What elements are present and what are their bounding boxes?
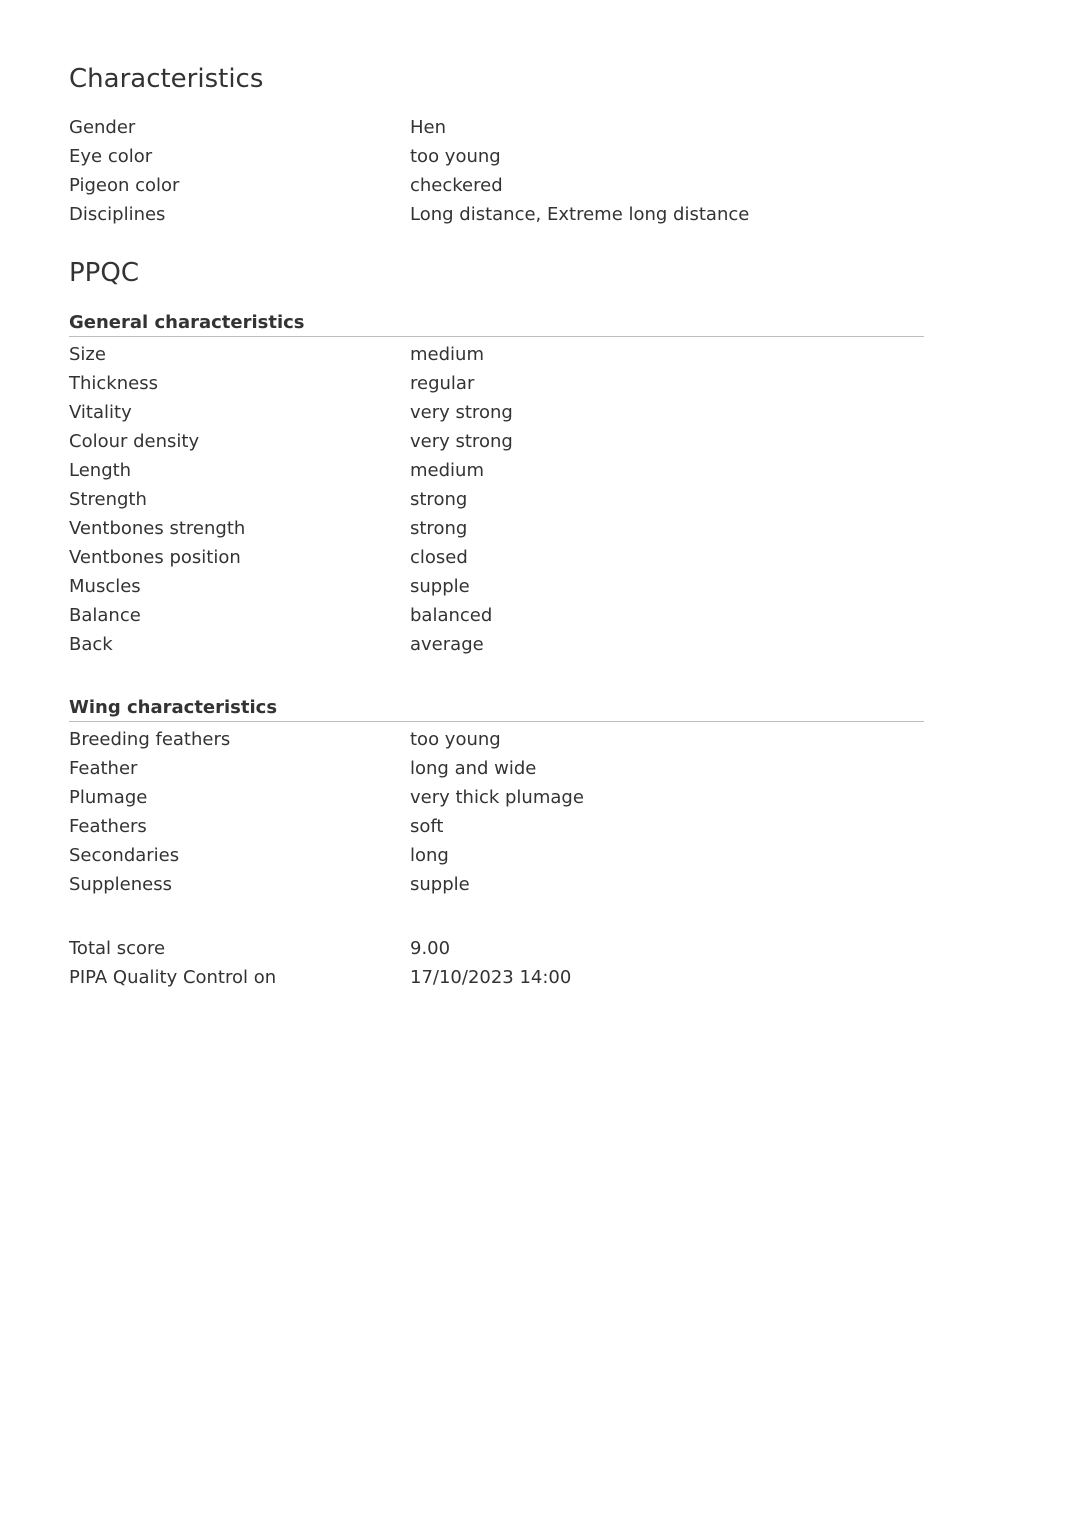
table-row <box>69 514 924 543</box>
table-row <box>69 456 924 485</box>
row-value: long and wide <box>410 758 537 779</box>
table-row <box>69 340 924 369</box>
row-label: Balance <box>69 605 141 626</box>
row-value: strong <box>410 489 468 510</box>
row-label: Breeding feathers <box>69 729 231 750</box>
row-value: too young <box>410 146 501 167</box>
row-label: PIPA Quality Control on <box>69 967 277 988</box>
table-row <box>69 485 924 514</box>
row-value: Long distance, Extreme long distance <box>410 204 750 225</box>
row-value: Hen <box>410 117 447 138</box>
row-label: Suppleness <box>69 874 172 895</box>
table-row <box>69 427 924 456</box>
table-row <box>69 754 924 783</box>
row-value: balanced <box>410 605 493 626</box>
characteristics-row-pigeon-color <box>69 171 924 200</box>
row-value: checkered <box>410 175 503 196</box>
table-row <box>69 783 924 812</box>
row-value: average <box>410 634 484 655</box>
general-characteristics-table <box>69 340 924 659</box>
row-label: Plumage <box>69 787 148 808</box>
table-row <box>69 725 924 754</box>
row-value: too young <box>410 729 501 750</box>
total-score-value: 9.00 <box>410 938 451 959</box>
row-label: Length <box>69 460 132 481</box>
row-label: Secondaries <box>69 845 180 866</box>
row-label: Vitality <box>69 402 132 423</box>
characteristics-row-eye-color <box>69 142 924 171</box>
row-label: Thickness <box>69 373 158 394</box>
row-label: Ventbones strength <box>69 518 246 539</box>
quality-control-date-row <box>69 963 924 992</box>
row-value: soft <box>410 816 444 837</box>
wing-characteristics-table <box>69 725 924 899</box>
quality-control-date-value: 17/10/2023 14:00 <box>410 967 572 988</box>
row-value: very thick plumage <box>410 787 584 808</box>
row-label: Ventbones position <box>69 547 241 568</box>
general-characteristics-heading: General characteristics <box>69 312 924 337</box>
table-row <box>69 572 924 601</box>
table-row <box>69 870 924 899</box>
total-score-row <box>69 934 924 963</box>
row-label: Gender <box>69 117 136 138</box>
row-value: medium <box>410 344 484 365</box>
row-label: Pigeon color <box>69 175 180 196</box>
row-label: Strength <box>69 489 147 510</box>
characteristics-row-disciplines <box>69 200 924 229</box>
row-label: Feather <box>69 758 138 779</box>
table-row <box>69 369 924 398</box>
row-value: supple <box>410 576 470 597</box>
row-label: Size <box>69 344 106 365</box>
table-row <box>69 601 924 630</box>
row-label: Muscles <box>69 576 141 597</box>
row-label: Total score <box>69 938 166 959</box>
table-row <box>69 812 924 841</box>
characteristics-table <box>69 113 924 229</box>
table-row <box>69 543 924 572</box>
table-row <box>69 841 924 870</box>
table-row <box>69 398 924 427</box>
row-value: supple <box>410 874 470 895</box>
row-label: Disciplines <box>69 204 166 225</box>
row-value: very strong <box>410 431 513 452</box>
characteristics-row-gender <box>69 113 924 142</box>
table-row <box>69 630 924 659</box>
row-value: strong <box>410 518 468 539</box>
summary-table <box>69 934 924 992</box>
row-value: closed <box>410 547 468 568</box>
row-value: very strong <box>410 402 513 423</box>
row-value: regular <box>410 373 475 394</box>
row-value: medium <box>410 460 484 481</box>
wing-characteristics-heading: Wing characteristics <box>69 697 924 722</box>
row-label: Feathers <box>69 816 147 837</box>
row-label: Colour density <box>69 431 200 452</box>
characteristics-title: Characteristics <box>69 64 264 94</box>
row-value: long <box>410 845 449 866</box>
row-label: Back <box>69 634 113 655</box>
ppqc-title: PPQC <box>69 258 139 288</box>
row-label: Eye color <box>69 146 153 167</box>
